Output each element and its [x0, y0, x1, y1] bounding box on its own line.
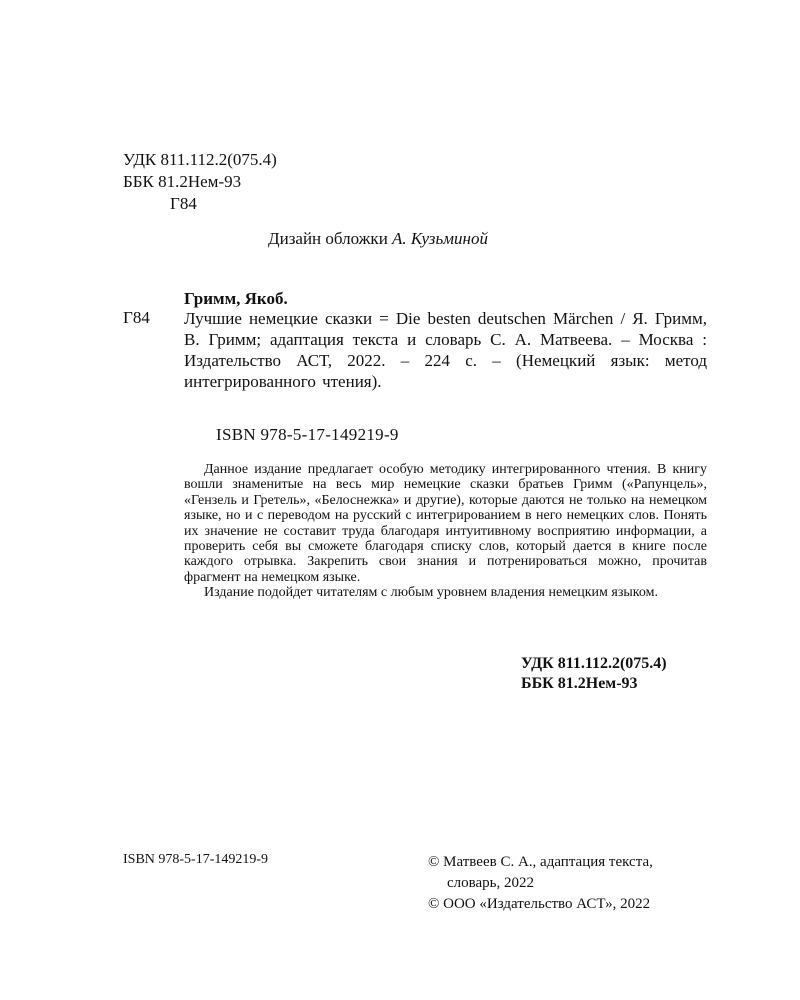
copyright-author-continued: словарь, 2022 [447, 875, 535, 891]
author-heading: Гримм, Якоб. [184, 289, 288, 308]
copyright-author: © Матвеев С. А., адаптация текста, [428, 854, 653, 870]
isbn: ISBN 978-5-17-149219-9 [216, 425, 399, 444]
copyright-block [428, 852, 653, 915]
cover-design-credit [268, 229, 488, 249]
udk-code: УДК 811.112.2(075.4) [123, 150, 277, 169]
bbk-code-bold: ББК 81.2Нем-93 [521, 675, 638, 692]
catalog-author-mark: Г84 [123, 308, 150, 327]
annotation [184, 462, 707, 601]
classification-codes [123, 149, 277, 215]
annotation-paragraph: Данное издание предлагает особую методику интегрированного чтения. В книгу вошли знаменитые на весь мир немецкие сказки братьев Гримм («Рапунцель», «Гензель и Гретель», «Белоснежка» и другие), которые даются не только на немецком языке, но и с переводом на русский с интегрированием в него немецких слов. Понять их значение не составит труда благодаря интуитивному восприятию информации, а проверить себя вы сможете благодаря списку слов, который дается в книге после каждого отрывка. Закрепить свои знания и потренироваться можно, прочитав фрагмент на немецком языке. [184, 462, 707, 585]
annotation-paragraph: Издание подойдет читателям с любым уровнем владения немецким языком. [204, 585, 658, 601]
udk-code-bold: УДК 811.112.2(075.4) [521, 655, 667, 672]
classification-codes-bold [521, 654, 667, 694]
author-mark: Г84 [170, 194, 197, 213]
copyright-publisher: © ООО «Издательство АСТ», 2022 [428, 896, 651, 912]
bibliographic-description: Лучшие немецкие сказки = Die besten deutschen Märchen / Я. Гримм, В. Гримм; адаптация текста и словарь С. А. Матвеева. – Москва : Издательство АСТ, 2022. – 224 с. – (Немецкий язык: метод интегрированного чтения). [184, 309, 707, 391]
cover-design-label: Дизайн обложки [268, 229, 388, 248]
footer-isbn: ISBN 978-5-17-149219-9 [123, 852, 269, 867]
bbk-code: ББК 81.2Нем-93 [123, 172, 242, 191]
cover-designer-name: А. Кузьминой [392, 229, 488, 248]
